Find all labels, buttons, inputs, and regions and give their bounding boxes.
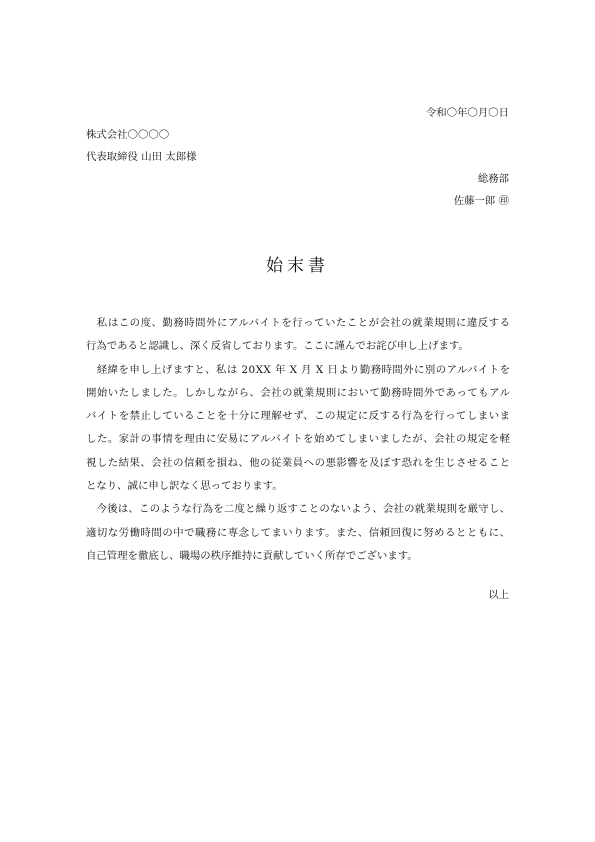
sender-name: 佐藤一郎 ㊞	[453, 195, 509, 207]
recipient-person: 代表取締役 山田 太郎様	[86, 151, 197, 163]
document-date: 令和〇年〇月〇日	[425, 107, 509, 119]
body-paragraph	[86, 498, 510, 568]
document-title: 始末書	[266, 256, 329, 276]
paragraph-line: 今後は、このような行為を二度と繰り返すことのないよう、会社の就業規則を厳守し、	[86, 503, 511, 516]
body-paragraph	[86, 359, 510, 499]
body-paragraph	[86, 312, 510, 359]
closing-text: 以上	[488, 589, 509, 601]
paragraph-line: した。家計の事情を理由に安易にアルバイトを始めてしまいましたが、会社の規定を軽	[86, 433, 511, 446]
paragraph-line: 行為であると認識し、深く反省しております。ここに謹んでお詫び申し上げます。	[86, 340, 469, 353]
paragraph-line: 開始いたしました。しかしながら、会社の就業規則において勤務時間外であってもアル	[86, 386, 511, 399]
recipient-company: 株式会社〇〇〇〇	[86, 129, 170, 141]
paragraph-line: 私はこの度、勤務時間外にアルバイトを行っていたことが会社の就業規則に違反する	[86, 317, 511, 329]
paragraph-line: バイトを禁止していることを十分に理解せず、この規定に反する行為を行ってしまいま	[86, 410, 511, 423]
paragraph-line: 適切な労働時間の中で職務に専念してまいります。また、信頼回復に努めるとともに、	[86, 526, 511, 539]
paragraph-line: となり、誠に申し訳なく思っております。	[86, 480, 283, 493]
sender-department: 総務部	[477, 173, 509, 185]
paragraph-line: 経緯を申し上げますと、私は 20XX 年 X 月 X 日より勤務時間外に別のアルバイトを	[86, 363, 511, 376]
paragraph-line: 視した結果、会社の信頼を損ね、他の従業員への悪影響を及ぼす恐れを生じさせること	[86, 456, 511, 469]
document-body	[86, 312, 510, 568]
paragraph-line: 自己管理を徹底し、職場の秩序維持に貢献していく所存でございます。	[86, 549, 418, 562]
